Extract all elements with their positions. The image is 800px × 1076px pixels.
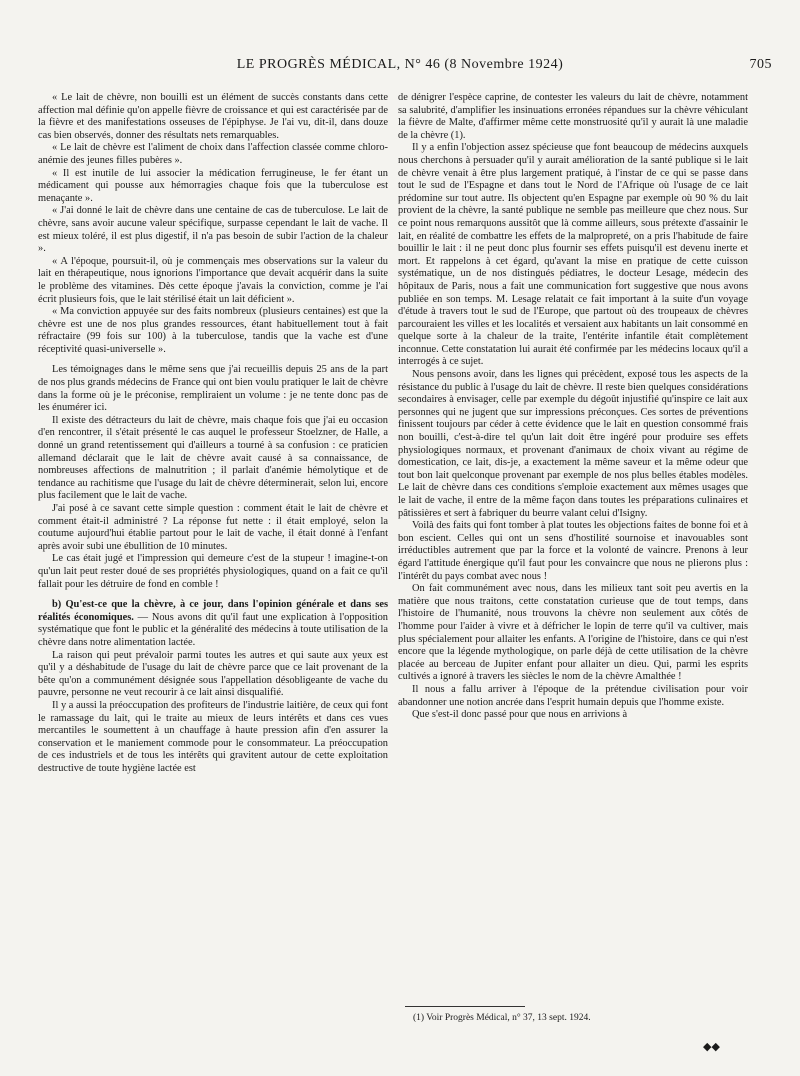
paragraph: Il y a enfin l'objection assez spécieuse que font beaucoup de médecins auxquels nous cherchons à persuader qu'il y aurait amélioration de la santé publique si le lait de chèvre venait à être plus largement pratiqué, à l'instar de ce qui se passe dans tout le sud de l'Espagne et dans tout le Nord de l'Afrique où l'usage de ce lait prédomine sur tout autre. Ils objectent qu'en Espagne par exemple où 90 % du lait provient de la chèvre, la santé publique ne semble pas meilleure que chez nous. Sur ce point nous remarquons aussitôt que là comme ailleurs, sous prétexte d'assainir le lait, en réalité de combattre les effets de la malpropreté, on a pris l'habitude de faire bouillir le lait : il ne peut donc plus fournir ses effets puisqu'il est devenu inerte et mort. Et rappelons à cet égard, qu'avant la mise en pratique de cette cuisson systématique, un de nos distingués pédiatres, le docteur Lesage, médecin des hôpitaux de Paris, nous a fait une communication fort suggestive que nous avons publiée en son temps. M. Lesage relatait ce fait important à la suite d'un voyage d'étude à travers tout le sud de l'Europe, que partout où des troupeaux de chèvres parcouraient les villes et les localités et versaient aux habitants un lait consommé en quelque sorte à la chaleur de la traite, l'entérite infantile était complètement inconnue. Cette constatation lui aurait été confirmée par les médecins locaux qu'il a interrogés à ce sujet. [398, 142, 748, 368]
paragraph: « Ma conviction appuyée sur des faits nombreux (plusieurs centaines) est que la chèvre est une de nos plus grandes ressources, étant habituellement tout à fait réfractaire (99 fois sur 100) à la tuberculose, tandis que la vache est d'une réceptivité quasi-universelle ». [38, 306, 388, 355]
footnote: (1) Voir Progrès Médical, n° 37, 13 sept. 1924. [413, 1013, 591, 1023]
end-ornament: ◆◆ [703, 1041, 720, 1053]
spacer [38, 356, 388, 364]
paragraph: Il y a aussi la préoccupation des profiteurs de l'industrie laitière, de ceux qui font le ramassage du lait, qui le traite au mieux de leurs intérêts et dans ces vues mercantiles le soumettent à un chauffage à haute pression afin d'en assurer la conservation et le maniement commode pour le consommateur. La préoccupation de ces industriels et de tous les intérêts qui gravitent autour de cette exploitation destructive de toute hygiène lactée est [38, 699, 388, 774]
paragraph: « Le lait de chèvre est l'aliment de choix dans l'affection classée comme chloro-anémie des jeunes filles pubères ». [38, 142, 388, 166]
paragraph: de dénigrer l'espèce caprine, de contester les valeurs du lait de chèvre, notamment sa salubrité, d'amplifier les insinuations erronées répandues sur la chèvre véhiculant la fièvre de Malte, d'affirmer même cette monstruosité qu'il y aurait là une maladie de la chèvre (1). [398, 92, 748, 141]
paragraph: On fait communément avec nous, dans les milieux tant soit peu avertis en la matière que nous traitons, cette constatation curieuse que de tout temps, dans l'histoire de l'humanité, nous trouvons la chèvre non seulement aux côtés de l'homme pour l'aider à vivre et à défricher le lopin de terre qu'il va cultiver, mais plus spécialement pour allaiter les enfants. A l'origine de l'histoire, dans ce qui n'est encore que la légende mythologique, on parle déjà de cette utilisation de la chèvre placée au berceau de Jupiter enfant pour allaiter un dieu. Qui, parmi les esprits cultivés a ignoré à travers les siècles le nom de la chèvre Amalthée ! [398, 583, 748, 683]
paragraph: Il existe des détracteurs du lait de chèvre, mais chaque fois que j'ai eu occasion d'en rencontrer, il s'était présenté le cas auquel le professeur Stoelzner, de Halle, a donné un grand retentissement qui d'ailleurs a tourné à sa confusion : ce praticien allemand déclarait que le lait de chèvre avait causé à sa connaissance, de nombreuses affections de malnutrition ; il parlait d'anémie hémolytique et de tendance au rachitisme que l'usage du lait de chèvre déterminerait, selon lui, encore plus facilement que le lait de vache. [38, 414, 388, 502]
footnote-rule [405, 1006, 525, 1007]
right-column [398, 92, 748, 722]
paragraph: Les témoignages dans le même sens que j'ai recueillis depuis 25 ans de la part de nos plus grands médecins de France qui ont bien voulu pratiquer le lait de chèvre dans la forme où je le préconise, rempliraient un volume : je ne tente donc pas de les énumérer ici. [38, 364, 388, 414]
paragraph: Le cas était jugé et l'impression qui demeure c'est de la stupeur ! imagine-t-on qu'un lait peut rester doué de ses propriétés physiologiques, quand on a fait ce qu'il fallait pour les détruire de fond en comble ! [38, 553, 388, 590]
paragraph: « Le lait de chèvre, non bouilli est un élément de succès constants dans cette affection mal définie qu'on appelle fièvre de croissance et qui est caractérisée par de la fièvre et des manifestations osseuses de l'épiphyse. Je l'ai vu, dit-il, dans douze cas bien observés, donner des résultats nets remarquables. [38, 92, 388, 141]
paragraph: Nous pensons avoir, dans les lignes qui précèdent, exposé tous les aspects de la résistance du public à l'usage du lait de chèvre. Il reste bien quelques considérations secondaires à envisager, celle par exemple du dégoût injustifié qu'inspire ce lait aux personnes qui ne jugent que sur impressions préconçues. Ces sortes de préventions finissent toujours par céder à cette évidence que le lait en question consommé frais non bouilli, c'est-à-dire tel qu'un lait doit être ingéré pour produire ses effets physiologiques normaux, et provenant d'animaux de choix vivant au régime de domestication, ce lait, dis-je, a exactement la même saveur et la même odeur que tout bon lait quelconque provenant par exemple de nos plus belles étables modèles. Le lait de chèvre dans ces conditions s'emploie exactement aux mêmes usages que le lait de vache, il entre de la même façon dans toutes les préparations culinaires et pâtissières et sert à fabriquer du beurre valant celui d'Isigny. [398, 369, 748, 519]
paragraph: La raison qui peut prévaloir parmi toutes les autres et qui saute aux yeux est qu'il y a déshabitude de l'usage du lait de chèvre parce que ce lait provenant de la bête qu'on a communément désignée sous l'appellation désobligeante de vache du pauvre, personne ne veut recourir à ce lait ainsi disqualifié. [38, 649, 388, 699]
paragraph: « Il est inutile de lui associer la médication ferrugineuse, le fer étant un médicament qui pousse aux hémorragies chaque fois que la tuberculose est menaçante ». [38, 167, 388, 204]
paragraph: J'ai posé à ce savant cette simple question : comment était le lait de chèvre et comment était-il administré ? La réponse fut nette : il était employé, selon la coutume aujourd'hui établie partout pour le lait de vache, il était donné à l'enfant après avoir subi une ébullition de 10 minutes. [38, 503, 388, 552]
paragraph: « J'ai donné le lait de chèvre dans une centaine de cas de tuberculose. Le lait de chèvre, sans avoir aucune valeur spécifique, surpasse cependant le lait de vache. Il est mieux toléré, il est plus digestif, il n'a pas besoin de subir l'action de la chaleur ». [38, 205, 388, 255]
paragraph: Il nous a fallu arriver à l'époque de la prétendue civilisation pour voir abandonner une notion ancrée dans l'esprit humain depuis que l'homme existe. [398, 683, 748, 708]
paragraph: « A l'époque, poursuit-il, où je commençais mes observations sur la valeur du lait en thérapeutique, nous ignorions l'importance que devait acquérir dans la suite le problème des vitamines. Dès cette époque j'avais la conviction, comme je l'ai écrit plusieurs fois, que le lait stérilisé était un lait déficient ». [38, 255, 388, 305]
spacer [38, 591, 388, 599]
running-header [28, 57, 772, 79]
section-b-text: — Nous avons dit qu'il faut une explication à l'opposition systématique que font le public et la généralité des médecins à toute utilisation de la chèvre dans notre alimentation lactée. [38, 611, 388, 648]
paragraph: Que s'est-il donc passé pour que nous en arrivions à [412, 709, 628, 721]
section-b [38, 599, 388, 649]
running-title: LE PROGRÈS MÉDICAL, N° 46 (8 Novembre 1924) [236, 57, 564, 72]
paragraph: Voilà des faits qui font tomber à plat toutes les objections faites de bonne foi et à bon escient. Celles qui ont un sens d'hostilité sournoise et inavouables sont irréductibles autrement que par la force et la volonté de vaincre. Prenons à leur égard l'attitude énergique qu'il faut pour les convaincre que nous ne plierons plus : l'intérêt du pays combat avec nous ! [398, 520, 748, 582]
section-b-title: b) Qu'est-ce que la chèvre, à ce jour, dans l'opinion générale et dans ses réalités économiques. [38, 599, 388, 623]
page-number: 705 [749, 57, 772, 72]
left-column [38, 92, 388, 775]
